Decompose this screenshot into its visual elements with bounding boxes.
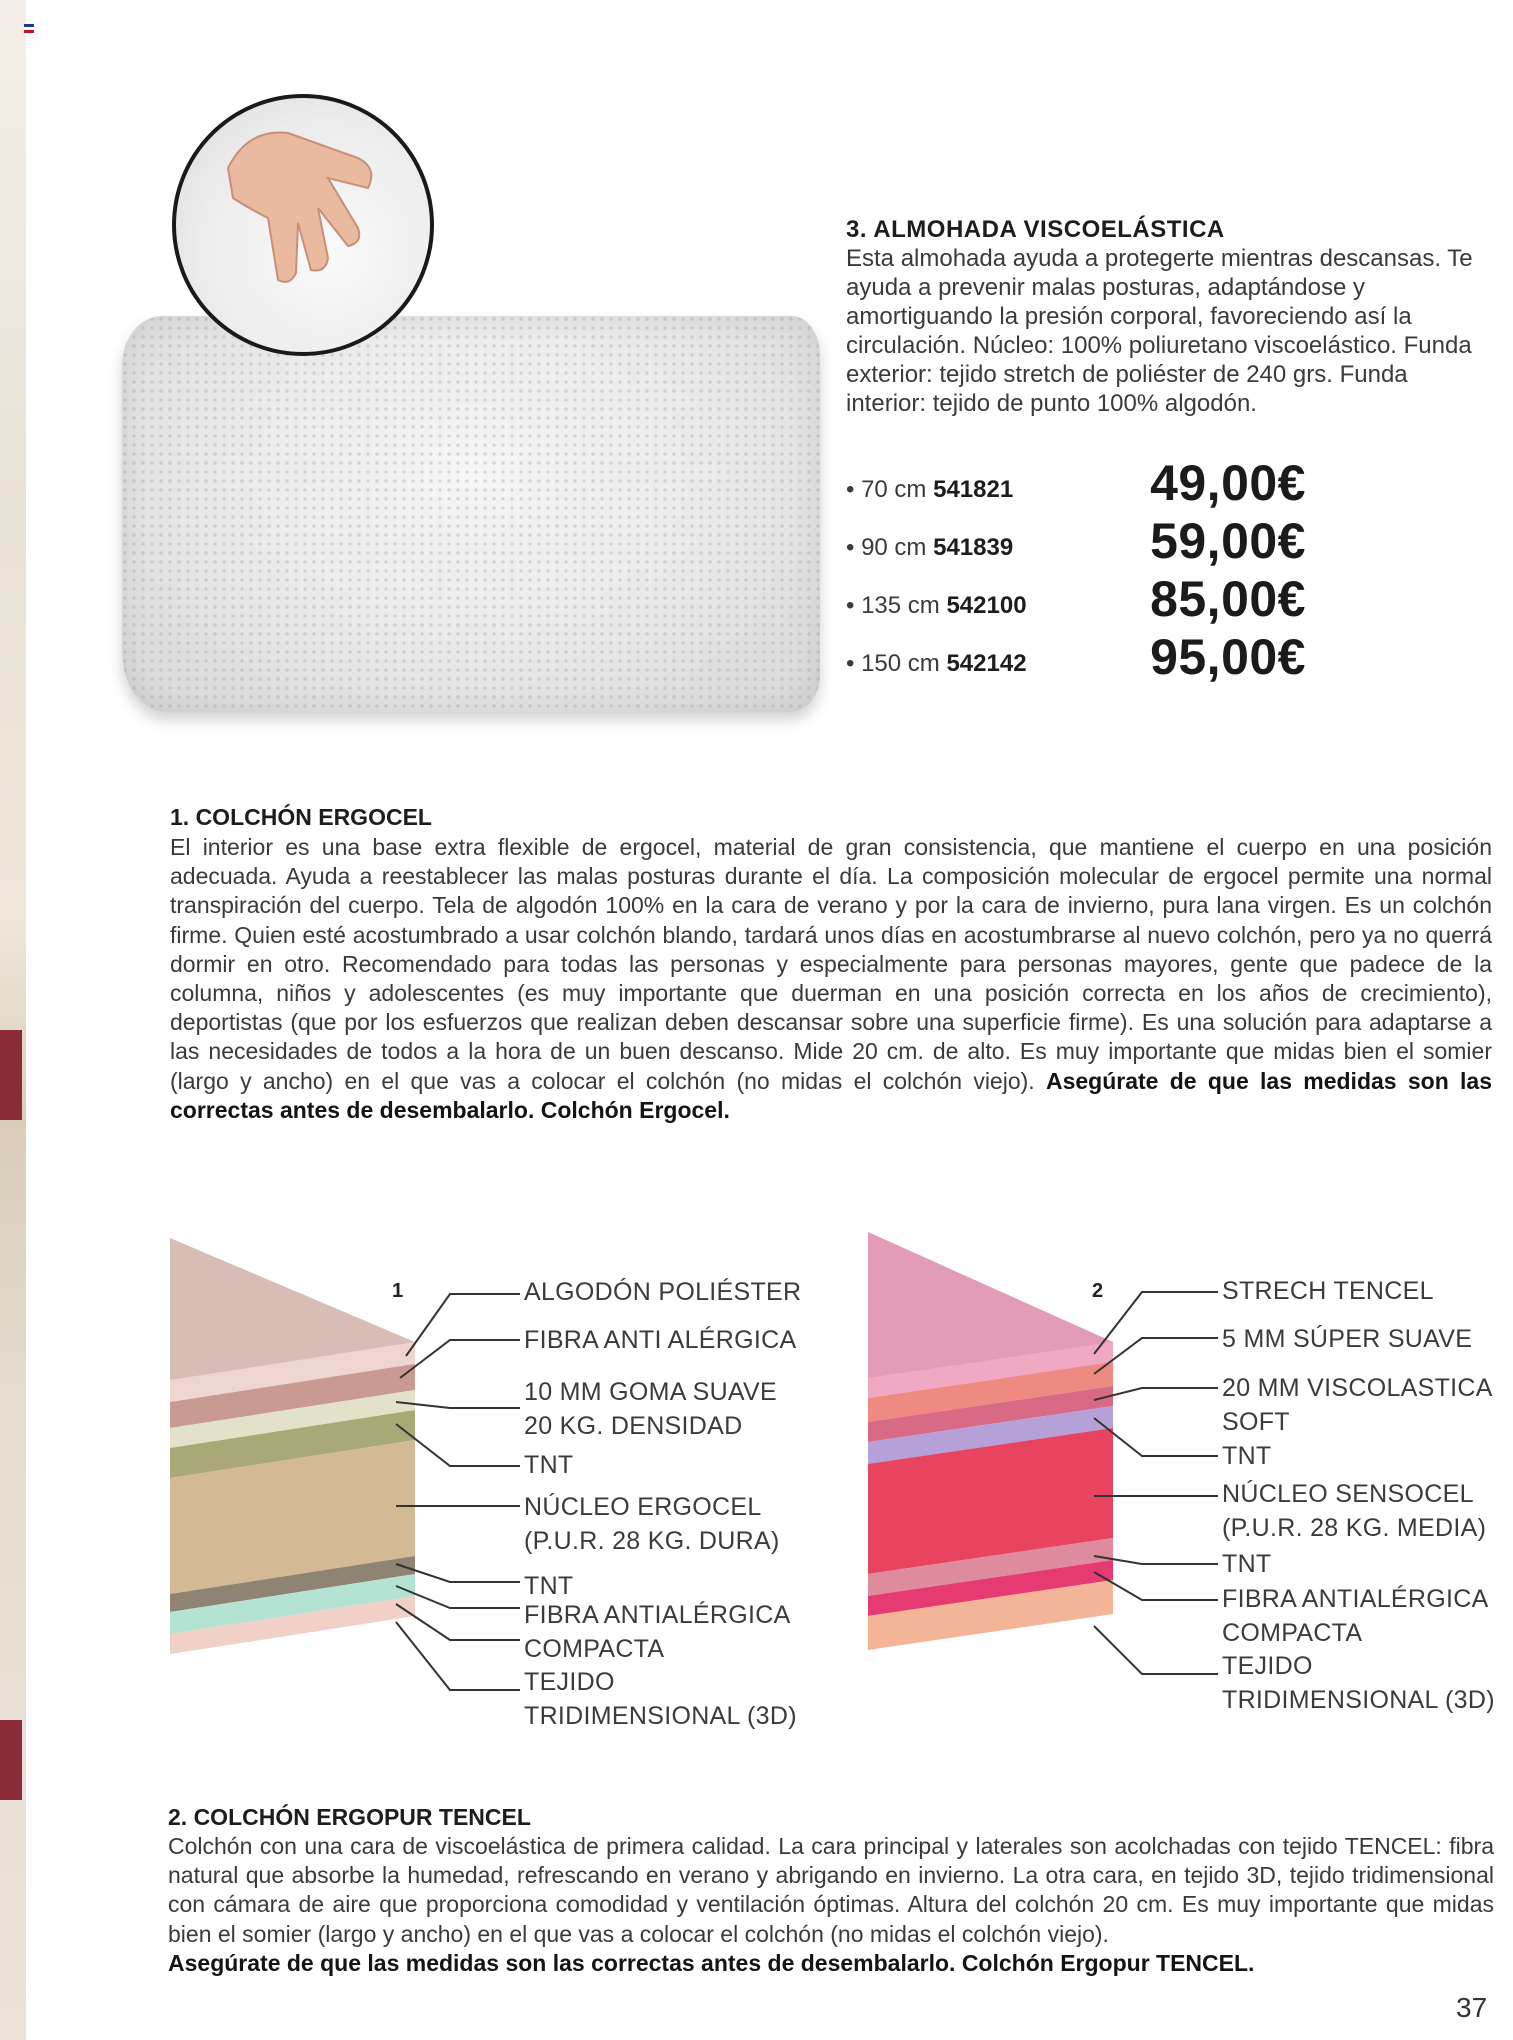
layer-label: ALGODÓN POLIÉSTER: [524, 1278, 802, 1306]
layer-label: (P.U.R. 28 KG. DURA): [524, 1527, 780, 1555]
price-value: 59,00€: [1150, 513, 1306, 569]
pillow-detail-image: [172, 94, 434, 356]
price-value: 95,00€: [1150, 629, 1306, 685]
price-size: • 90 cm 541839: [846, 534, 1014, 561]
layer-label: COMPACTA: [1222, 1619, 1363, 1647]
layer-label: (P.U.R. 28 KG. MEDIA): [1222, 1514, 1487, 1542]
layer-label: FIBRA ANTIALÉRGICA: [1222, 1585, 1489, 1613]
layer-label: FIBRA ANTIALÉRGICA: [524, 1601, 791, 1629]
layer-label: SOFT: [1222, 1408, 1290, 1436]
product2-note: Asegúrate de que las medidas son las correctas antes de desembalarlo. Colchón Ergopur TENCEL.: [168, 1949, 1255, 1976]
product1-note: Asegúrate de que las medidas son las correctas antes de desembalarlo. Colchón Ergocel.: [170, 1067, 1492, 1123]
layer-label: 20 MM VISCOLASTICA: [1222, 1374, 1493, 1402]
layer-label: NÚCLEO ERGOCEL: [524, 1493, 762, 1521]
layer-label: FIBRA ANTI ALÉRGICA: [524, 1326, 797, 1354]
price-size: • 70 cm 541821: [846, 476, 1014, 503]
product1-title: 1. COLCHÓN ERGOCEL: [170, 804, 432, 830]
layer-label: 10 MM GOMA SUAVE: [524, 1378, 778, 1406]
product2-title: 2. COLCHÓN ERGOPUR TENCEL: [168, 1804, 531, 1830]
product3-description: Esta almohada ayuda a protegerte mientras descansas. Te ayuda a prevenir malas posturas, adaptándose y amortiguando la presión corporal, favoreciendo así la circulación. Núcleo: 100% poliuretano viscoelástico. Funda exterior: tejido stretch de poliéster de 240 grs. Funda interior: tejido de punto 100% algodón.: [846, 245, 1473, 417]
price-value: 85,00€: [1150, 571, 1306, 627]
product2-description: Colchón con una cara de viscoelástica de primera calidad. La cara principal y laterales son acolchadas con tejido TENCEL: fibra natural que absorbe la humedad, refrescando en verano y abrigando en invierno. La otra cara, en tejido 3D, tejido tridimensional con cámara de aire que proporciona comodidad y ventilación óptimas. Altura del colchón 20 cm. Es muy importante que midas bien el somier (largo y ancho) en el que vas a colocar el colchón (no midas el colchón viejo).: [168, 1833, 1494, 1947]
product2-body: [168, 1832, 1494, 1978]
layer-label: TNT: [1222, 1550, 1272, 1578]
page-number: 37: [1456, 1992, 1488, 2023]
layer-label: NÚCLEO SENSOCEL: [1222, 1480, 1474, 1508]
layer-label: TRIDIMENSIONAL (3D): [524, 1702, 797, 1730]
layer-label: TEJIDO: [1222, 1652, 1313, 1680]
flag-icon: [24, 24, 34, 33]
layer-label: STRECH TENCEL: [1222, 1277, 1434, 1305]
product1-body: [170, 833, 1492, 1125]
price-row: [846, 513, 1306, 570]
page-edge-decoration: [0, 0, 26, 2040]
diagram-number: 1: [392, 1280, 404, 1302]
layer-label: COMPACTA: [524, 1635, 665, 1663]
price-row: [846, 571, 1306, 628]
layer-label: TNT: [524, 1451, 574, 1479]
mattress-diagram-1: [160, 1230, 840, 1750]
diagram-number: 2: [1092, 1280, 1104, 1302]
layer-label: TEJIDO: [524, 1668, 615, 1696]
layer-label: 5 MM SÚPER SUAVE: [1222, 1325, 1473, 1353]
pillow-image: [122, 316, 820, 712]
price-size: • 150 cm 542142: [846, 650, 1027, 677]
price-row: [846, 629, 1306, 686]
layer-label: 20 KG. DENSIDAD: [524, 1412, 743, 1440]
layer-label: TNT: [1222, 1442, 1272, 1470]
product3-title: 3. ALMOHADA VISCOELÁSTICA: [846, 216, 1225, 243]
product1-description: El interior es una base extra flexible de ergocel, material de gran consistencia, que mantiene el cuerpo en una posición adecuada. Ayuda a reestablecer las malas posturas durante el día. La composición molecular de ergocel permite una normal transpiración del cuerpo. Tela de algodón 100% en la cara de verano y por la cara de invierno, pura lana virgen. Es un colchón firme. Quien esté acostumbrado a usar colchón blando, tardará unos días en acostumbrarse al nuevo colchón, pero ya no querrá dormir en otro. Recomendado para todas las personas y especialmente para personas mayores, gente que padece de la columna, niños y adolescentes (es muy importante que duerman en una posición correcta en los años de crecimiento), deportistas (que por los esfuerzos que realizan deben descansar sobre una superficie firme). Es una solución para adaptarse a las necesidades de todos a la hora de un buen descanso. Mide 20 cm. de alto. Es muy importante que midas bien el somier (largo y ancho) en el que vas a colocar el colchón (no midas el colchón viejo).: [170, 834, 1492, 1094]
mattress-diagram-2: [858, 1228, 1512, 1728]
layer-label: TNT: [524, 1572, 574, 1600]
price-value: 49,00€: [1150, 455, 1306, 511]
layer-label: TRIDIMENSIONAL (3D): [1222, 1686, 1495, 1714]
price-size: • 135 cm 542100: [846, 592, 1027, 619]
hand-icon: [208, 108, 388, 308]
price-row: [846, 455, 1306, 512]
